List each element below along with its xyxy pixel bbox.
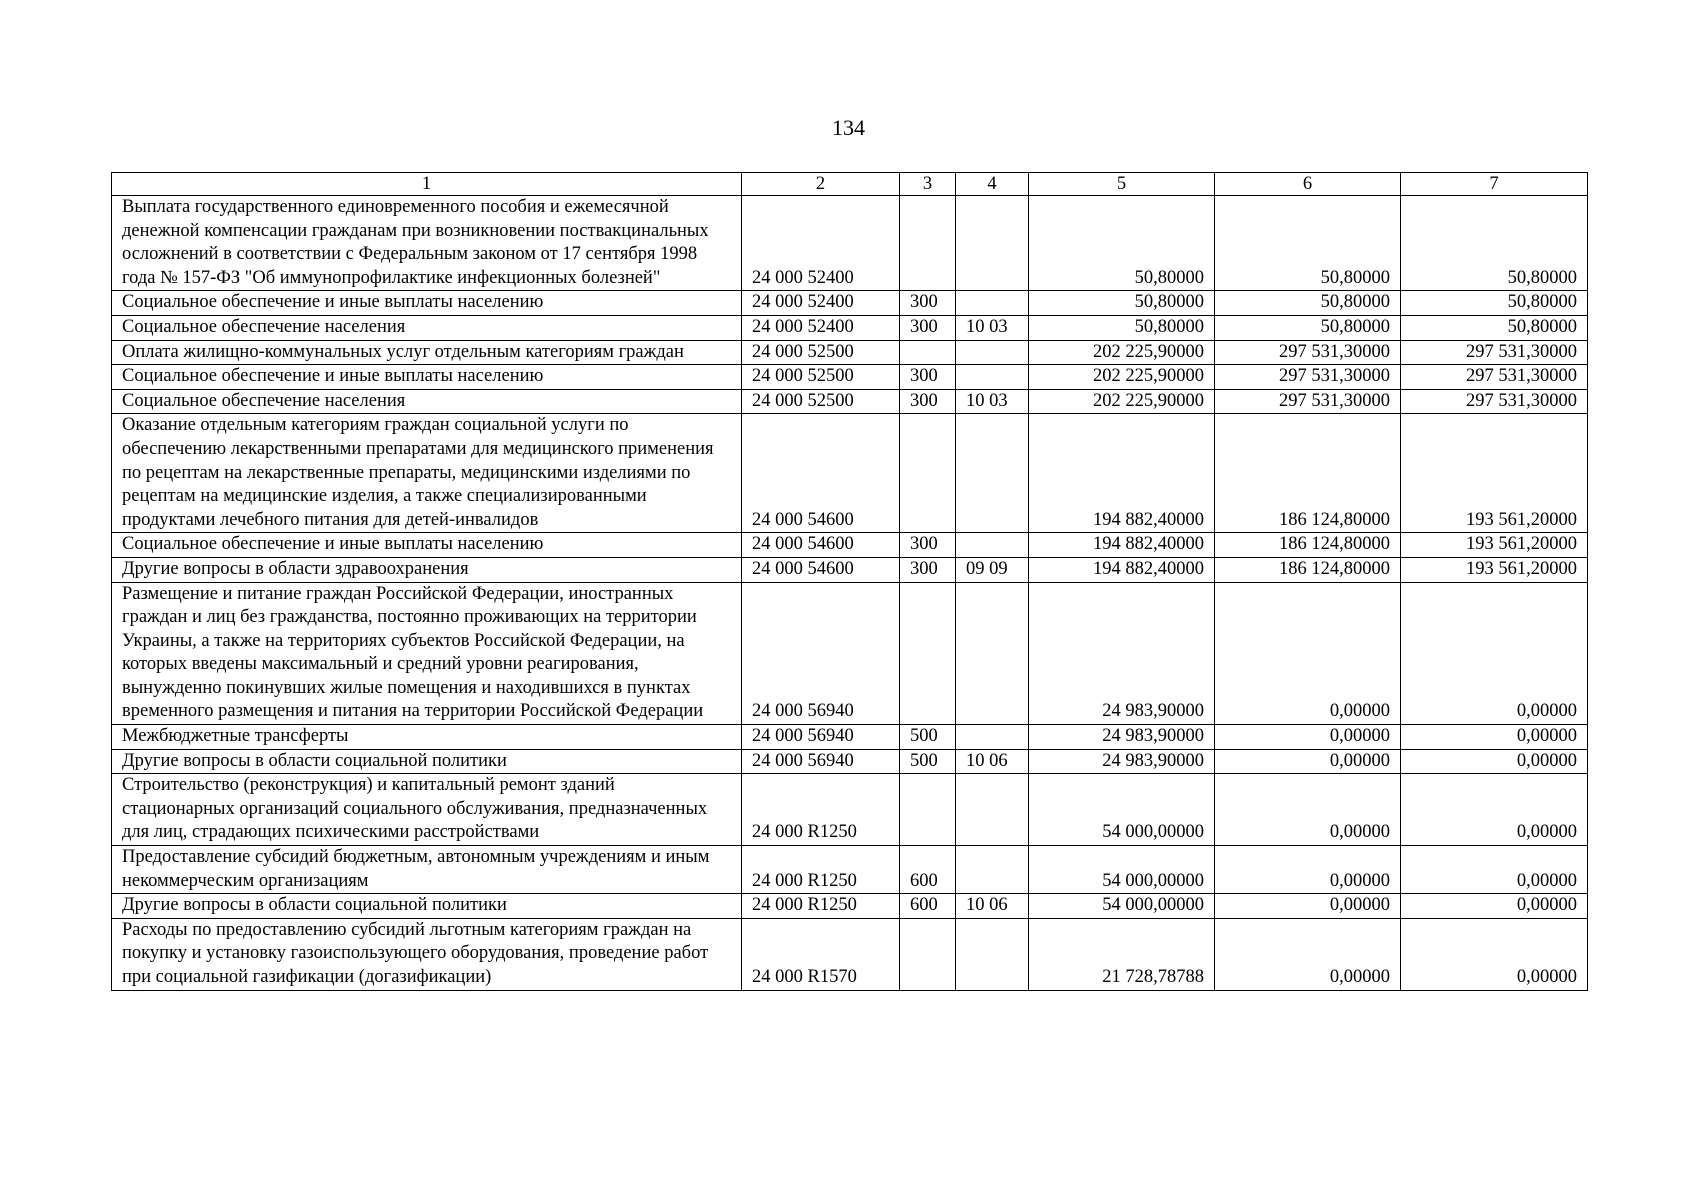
row-amount-col5: 202 225,90000 (1029, 365, 1215, 390)
row-name: Социальное обеспечение и иные выплаты населению (112, 365, 742, 390)
row-expense-type (900, 582, 956, 725)
row-target-article: 24 000 52400 (742, 291, 900, 316)
row-amount-col5: 194 882,40000 (1029, 557, 1215, 582)
row-amount-col7: 193 561,20000 (1401, 533, 1588, 558)
row-amount-col7: 0,00000 (1401, 846, 1588, 894)
row-name: Социальное обеспечение населения (112, 389, 742, 414)
row-amount-col6: 0,00000 (1215, 774, 1401, 846)
budget-table (111, 172, 1588, 991)
row-section (956, 725, 1029, 750)
row-name: Другие вопросы в области социальной политики (112, 894, 742, 919)
row-target-article: 24 000 56940 (742, 582, 900, 725)
row-expense-type: 500 (900, 749, 956, 774)
row-section (956, 846, 1029, 894)
row-amount-col7: 50,80000 (1401, 291, 1588, 316)
row-amount-col7: 297 531,30000 (1401, 389, 1588, 414)
row-expense-type (900, 774, 956, 846)
row-amount-col6: 297 531,30000 (1215, 340, 1401, 365)
row-amount-col6: 297 531,30000 (1215, 389, 1401, 414)
row-name: Межбюджетные трансферты (112, 725, 742, 750)
row-expense-type (900, 196, 956, 291)
row-section: 10 03 (956, 315, 1029, 340)
row-expense-type: 300 (900, 389, 956, 414)
table-row (112, 582, 1588, 725)
row-expense-type: 300 (900, 315, 956, 340)
row-name: Размещение и питание граждан Российской Федерации, иностранных граждан и лиц без гражданства, постоянно проживающих на территории Украины, а также на территориях субъектов Российской Федерации, на которых введены максимальный и средний уровни реагирования, вынужденно покинувших жилые помещения и находившихся в пунктах временного размещения и питания на территории Российской Федерации (112, 582, 742, 725)
column-header: 2 (742, 173, 900, 196)
table-body (112, 196, 1588, 991)
row-amount-col7: 193 561,20000 (1401, 557, 1588, 582)
row-expense-type (900, 340, 956, 365)
row-name: Оказание отдельным категориям граждан социальной услуги по обеспечению лекарственными препаратами для медицинского применения по рецептам на лекарственные препараты, медицинскими изделиями по рецептам на медицинские изделия, а также специализированными продуктами лечебного питания для детей-инвалидов (112, 414, 742, 533)
row-amount-col6: 186 124,80000 (1215, 533, 1401, 558)
row-amount-col5: 202 225,90000 (1029, 340, 1215, 365)
row-name: Выплата государственного единовременного пособия и ежемесячной денежной компенсации гражданам при возникновении поствакцинальных осложнений в соответствии с Федеральным законом от 17 сентября 1998 года № 157-ФЗ "Об иммунопрофилактике инфекционных болезней" (112, 196, 742, 291)
row-section (956, 582, 1029, 725)
table-row (112, 315, 1588, 340)
column-header: 7 (1401, 173, 1588, 196)
row-amount-col6: 50,80000 (1215, 196, 1401, 291)
row-amount-col7: 0,00000 (1401, 725, 1588, 750)
column-header: 5 (1029, 173, 1215, 196)
row-section (956, 340, 1029, 365)
row-target-article: 24 000 52500 (742, 365, 900, 390)
column-header: 1 (112, 173, 742, 196)
row-section: 10 06 (956, 749, 1029, 774)
row-amount-col5: 24 983,90000 (1029, 582, 1215, 725)
row-section (956, 365, 1029, 390)
row-amount-col6: 50,80000 (1215, 291, 1401, 316)
table-row (112, 774, 1588, 846)
table-row (112, 389, 1588, 414)
row-target-article: 24 000 52400 (742, 315, 900, 340)
row-target-article: 24 000 R1250 (742, 774, 900, 846)
table-row (112, 533, 1588, 558)
row-amount-col5: 54 000,00000 (1029, 774, 1215, 846)
row-amount-col5: 54 000,00000 (1029, 846, 1215, 894)
table-row (112, 557, 1588, 582)
row-expense-type: 300 (900, 291, 956, 316)
row-expense-type: 300 (900, 365, 956, 390)
row-amount-col5: 54 000,00000 (1029, 894, 1215, 919)
row-name: Расходы по предоставлению субсидий льготным категориям граждан на покупку и установку газоиспользующего оборудования, проведение работ при социальной газификации (догазификации) (112, 918, 742, 990)
row-amount-col7: 297 531,30000 (1401, 340, 1588, 365)
table-row (112, 291, 1588, 316)
table-row (112, 918, 1588, 990)
row-amount-col5: 24 983,90000 (1029, 725, 1215, 750)
row-amount-col7: 193 561,20000 (1401, 414, 1588, 533)
row-name: Строительство (реконструкция) и капитальный ремонт зданий стационарных организаций социального обслуживания, предназначенных для лиц, страдающих психическими расстройствами (112, 774, 742, 846)
table-row (112, 749, 1588, 774)
row-target-article: 24 000 R1250 (742, 894, 900, 919)
row-amount-col7: 0,00000 (1401, 918, 1588, 990)
row-expense-type: 600 (900, 846, 956, 894)
page-number: 134 (832, 115, 865, 140)
row-amount-col7: 0,00000 (1401, 749, 1588, 774)
table-row (112, 846, 1588, 894)
row-amount-col7: 50,80000 (1401, 196, 1588, 291)
row-section (956, 918, 1029, 990)
row-amount-col7: 0,00000 (1401, 894, 1588, 919)
row-section (956, 414, 1029, 533)
column-header: 3 (900, 173, 956, 196)
row-amount-col5: 21 728,78788 (1029, 918, 1215, 990)
table-row (112, 894, 1588, 919)
row-target-article: 24 000 52400 (742, 196, 900, 291)
column-number-row (112, 173, 1588, 196)
row-target-article: 24 000 56940 (742, 749, 900, 774)
row-section (956, 291, 1029, 316)
row-name: Оплата жилищно-коммунальных услуг отдельным категориям граждан (112, 340, 742, 365)
column-header: 6 (1215, 173, 1401, 196)
row-target-article: 24 000 R1250 (742, 846, 900, 894)
row-section: 10 06 (956, 894, 1029, 919)
table-row (112, 725, 1588, 750)
row-expense-type: 300 (900, 533, 956, 558)
row-name: Социальное обеспечение и иные выплаты населению (112, 291, 742, 316)
row-amount-col6: 0,00000 (1215, 918, 1401, 990)
row-name: Другие вопросы в области здравоохранения (112, 557, 742, 582)
row-amount-col6: 0,00000 (1215, 725, 1401, 750)
row-name: Социальное обеспечение и иные выплаты населению (112, 533, 742, 558)
row-amount-col5: 50,80000 (1029, 291, 1215, 316)
row-target-article: 24 000 52500 (742, 389, 900, 414)
row-target-article: 24 000 52500 (742, 340, 900, 365)
row-amount-col5: 202 225,90000 (1029, 389, 1215, 414)
row-amount-col7: 297 531,30000 (1401, 365, 1588, 390)
row-amount-col6: 186 124,80000 (1215, 557, 1401, 582)
row-amount-col5: 50,80000 (1029, 315, 1215, 340)
row-expense-type: 300 (900, 557, 956, 582)
row-amount-col6: 50,80000 (1215, 315, 1401, 340)
row-target-article: 24 000 56940 (742, 725, 900, 750)
row-expense-type: 600 (900, 894, 956, 919)
row-amount-col5: 194 882,40000 (1029, 533, 1215, 558)
row-target-article: 24 000 54600 (742, 414, 900, 533)
row-amount-col5: 194 882,40000 (1029, 414, 1215, 533)
row-expense-type (900, 414, 956, 533)
table-row (112, 196, 1588, 291)
row-amount-col6: 0,00000 (1215, 894, 1401, 919)
row-amount-col7: 0,00000 (1401, 582, 1588, 725)
column-header: 4 (956, 173, 1029, 196)
row-amount-col6: 297 531,30000 (1215, 365, 1401, 390)
row-amount-col6: 0,00000 (1215, 846, 1401, 894)
row-amount-col7: 0,00000 (1401, 774, 1588, 846)
row-name: Предоставление субсидий бюджетным, автономным учреждениям и иным некоммерческим организациям (112, 846, 742, 894)
row-section: 09 09 (956, 557, 1029, 582)
row-amount-col6: 0,00000 (1215, 749, 1401, 774)
row-section: 10 03 (956, 389, 1029, 414)
row-amount-col6: 0,00000 (1215, 582, 1401, 725)
row-name: Социальное обеспечение населения (112, 315, 742, 340)
row-target-article: 24 000 54600 (742, 533, 900, 558)
row-target-article: 24 000 R1570 (742, 918, 900, 990)
row-expense-type: 500 (900, 725, 956, 750)
row-amount-col6: 186 124,80000 (1215, 414, 1401, 533)
row-expense-type (900, 918, 956, 990)
table-row (112, 365, 1588, 390)
table-row (112, 340, 1588, 365)
row-section (956, 774, 1029, 846)
table-row (112, 414, 1588, 533)
row-name: Другие вопросы в области социальной политики (112, 749, 742, 774)
row-section (956, 533, 1029, 558)
row-amount-col5: 50,80000 (1029, 196, 1215, 291)
row-amount-col7: 50,80000 (1401, 315, 1588, 340)
row-section (956, 196, 1029, 291)
row-amount-col5: 24 983,90000 (1029, 749, 1215, 774)
row-target-article: 24 000 54600 (742, 557, 900, 582)
